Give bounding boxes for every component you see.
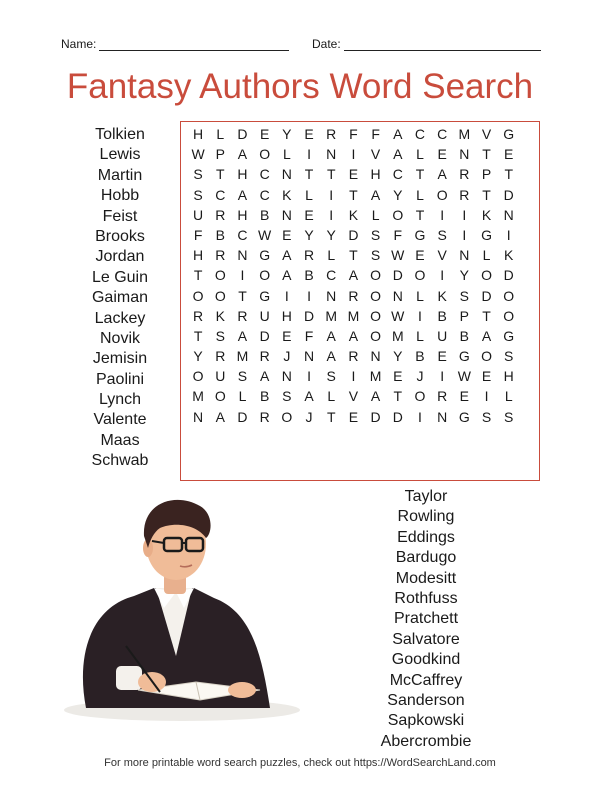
grid-letter[interactable]: S [504, 408, 514, 425]
grid-letter[interactable]: A [437, 166, 447, 183]
grid-letter[interactable]: U [193, 206, 204, 223]
grid-letter[interactable]: H [503, 368, 514, 385]
grid-letter[interactable]: O [414, 267, 426, 284]
date-line[interactable] [344, 38, 541, 51]
grid-letter[interactable]: E [504, 146, 514, 163]
grid-letter[interactable]: V [481, 126, 492, 142]
grid-letter[interactable]: M [347, 307, 360, 324]
left-list-word: Tolkien [95, 126, 145, 143]
grid-letter[interactable]: E [415, 247, 425, 264]
date-label: Date: [312, 37, 341, 51]
grid-letter[interactable]: D [259, 327, 270, 344]
grid-letter[interactable]: K [282, 186, 292, 203]
grid-letter[interactable]: R [215, 247, 226, 264]
grid-letter[interactable]: T [482, 146, 491, 163]
grid-letter[interactable]: N [459, 247, 470, 264]
grid-letter[interactable]: I [329, 206, 334, 223]
grid-letter[interactable]: L [282, 146, 291, 163]
man-writing-at-desk-icon [64, 496, 304, 726]
grid-letter[interactable]: R [326, 126, 337, 142]
name-field[interactable] [61, 37, 289, 51]
grid-letter[interactable]: A [326, 348, 336, 365]
grid-letter[interactable]: P [215, 146, 225, 163]
grid-letter[interactable]: D [503, 267, 514, 284]
grid-letter[interactable]: G [503, 327, 515, 344]
grid-letter[interactable]: F [349, 126, 358, 142]
grid-letter[interactable]: A [282, 247, 292, 264]
grid-letter[interactable]: A [326, 327, 336, 344]
grid-row [187, 205, 520, 225]
grid-letter[interactable]: O [214, 388, 226, 405]
grid-letter[interactable]: E [348, 408, 359, 425]
grid-letter[interactable]: A [393, 126, 403, 142]
grid-letter[interactable]: N [326, 146, 337, 163]
page-title: Fantasy Authors Word Search [66, 67, 534, 106]
right-list-word: Eddings [397, 528, 455, 546]
grid-letter[interactable]: E [282, 327, 292, 344]
grid-letter[interactable]: T [326, 408, 336, 425]
right-list-word: Sapkowski [387, 712, 465, 730]
grid-letter[interactable]: Y [393, 186, 403, 203]
grid-letter[interactable]: S [282, 388, 292, 405]
grid-letter[interactable]: T [482, 186, 491, 203]
grid-letter[interactable]: L [504, 388, 513, 405]
grid-letter[interactable]: R [303, 247, 315, 264]
grid-letter[interactable]: L [371, 206, 380, 223]
grid-letter[interactable]: T [415, 206, 425, 223]
grid-letter[interactable]: F [371, 126, 380, 142]
grid-letter[interactable]: N [459, 146, 470, 163]
left-list-word: Le Guin [91, 268, 149, 286]
grid-letter[interactable]: I [418, 408, 422, 425]
grid-letter[interactable]: W [391, 307, 405, 324]
grid-letter[interactable]: I [440, 206, 445, 223]
grid-letter[interactable]: N [437, 408, 448, 425]
grid-letter[interactable]: C [326, 267, 337, 284]
grid-letter[interactable]: T [193, 327, 203, 344]
grid-letter[interactable]: D [481, 287, 492, 304]
grid-letter[interactable]: I [440, 368, 445, 385]
grid-letter[interactable]: B [215, 226, 225, 243]
grid-letter[interactable]: N [303, 348, 315, 365]
grid-letter[interactable]: D [237, 126, 248, 142]
left-list-word: Martin [97, 166, 143, 184]
grid-letter[interactable]: O [370, 267, 382, 284]
grid-letter[interactable]: R [237, 307, 248, 324]
grid-letter[interactable]: W [191, 146, 205, 163]
grid-letter[interactable]: G [458, 348, 470, 365]
grid-letter[interactable]: M [236, 348, 249, 365]
grid-letter[interactable]: O [436, 186, 448, 203]
grid-letter[interactable]: L [327, 388, 336, 405]
grid-letter[interactable]: D [392, 408, 403, 425]
grid-row [187, 346, 520, 366]
date-field[interactable] [312, 37, 541, 51]
grid-letter[interactable]: I [418, 307, 422, 324]
grid-row [187, 245, 520, 265]
grid-letter[interactable]: H [237, 206, 248, 223]
grid-letter[interactable]: O [192, 287, 204, 304]
grid-letter[interactable]: S [437, 226, 447, 243]
grid-letter[interactable]: G [414, 226, 426, 243]
grid-letter[interactable]: K [437, 287, 447, 304]
grid-letter[interactable]: A [304, 388, 314, 405]
left-list-word: Schwab [91, 452, 149, 470]
grid-letter[interactable]: R [215, 206, 226, 223]
left-list-word: Jordan [95, 248, 145, 266]
grid-letter[interactable]: D [237, 408, 248, 425]
grid-letter[interactable]: D [503, 186, 514, 203]
grid-letter[interactable]: H [193, 247, 204, 264]
grid-letter[interactable]: A [370, 186, 381, 203]
grid-letter[interactable]: W [391, 247, 405, 264]
grid-letter[interactable]: E [437, 348, 447, 365]
grid-letter[interactable]: I [240, 267, 245, 284]
word-list-left [75, 125, 165, 472]
right-list-word: Bardugo [395, 549, 457, 567]
right-list-word: Goodkind [391, 651, 461, 669]
grid-letter[interactable]: S [237, 368, 248, 385]
grid-letter[interactable]: B [259, 206, 270, 223]
left-list-word: Novik [99, 329, 140, 347]
grid-row [187, 306, 520, 326]
grid-letter[interactable]: T [415, 166, 425, 183]
grid-letter[interactable]: Y [326, 226, 336, 243]
grid-letter[interactable]: F [304, 327, 314, 344]
grid-row [187, 144, 520, 164]
grid-letter[interactable]: L [238, 388, 247, 405]
grid-letter[interactable]: L [416, 327, 424, 344]
grid-letter[interactable]: B [459, 327, 470, 344]
grid-letter[interactable]: F [393, 226, 403, 243]
grid-letter[interactable]: O [370, 287, 382, 304]
grid-letter[interactable]: E [348, 166, 359, 183]
grid-letter[interactable]: S [215, 327, 225, 344]
left-list-word: Paolini [95, 370, 145, 388]
grid-letter[interactable]: G [458, 408, 470, 425]
grid-letter[interactable]: Y [304, 226, 314, 243]
grid-letter[interactable]: A [237, 186, 248, 203]
grid-letter[interactable]: T [216, 166, 225, 183]
left-list-word: Jemisin [92, 350, 148, 368]
grid-letter[interactable]: O [370, 307, 382, 324]
grid-letter[interactable]: A [282, 267, 292, 284]
grid-letter[interactable]: T [326, 166, 336, 183]
grid-letter[interactable]: Y [393, 348, 403, 365]
grid-letter[interactable]: A [237, 146, 248, 163]
grid-letter[interactable]: G [259, 287, 271, 304]
grid-letter[interactable]: E [437, 146, 447, 163]
grid-letter[interactable]: K [215, 307, 225, 324]
grid-letter[interactable]: M [369, 368, 382, 385]
grid-row [187, 407, 520, 427]
grid-letter[interactable]: O [214, 267, 226, 284]
grid-letter[interactable]: I [351, 368, 356, 385]
grid-letter[interactable]: N [503, 206, 514, 223]
right-list-word: McCaffrey [389, 671, 463, 689]
grid-letter[interactable]: R [259, 348, 270, 365]
grid-letter[interactable]: R [215, 348, 226, 365]
grid-letter[interactable]: J [416, 368, 424, 385]
word-list-right [368, 487, 484, 752]
grid-letter[interactable]: C [437, 126, 448, 142]
grid-letter[interactable]: R [437, 388, 448, 405]
left-list-word: Feist [102, 207, 138, 225]
grid-letter[interactable]: I [307, 146, 311, 163]
grid-letter[interactable]: I [307, 287, 311, 304]
grid-letter[interactable]: O [392, 206, 404, 223]
grid-letter[interactable]: I [307, 368, 311, 385]
grid-letter[interactable]: A [259, 368, 270, 385]
grid-letter[interactable]: T [482, 307, 491, 324]
grid-letter[interactable]: L [216, 126, 225, 142]
grid-letter[interactable]: O [259, 267, 271, 284]
grid-letter[interactable]: W [457, 368, 471, 385]
grid-letter[interactable]: E [304, 206, 314, 223]
grid-letter[interactable]: R [259, 408, 270, 425]
grid-letter[interactable]: S [193, 186, 203, 203]
grid-letter[interactable]: A [348, 327, 359, 344]
grid-letter[interactable]: I [484, 388, 489, 405]
grid-letter[interactable]: L [416, 186, 424, 203]
grid-letter[interactable]: T [304, 166, 314, 183]
right-list-word: Abercrombie [380, 732, 472, 750]
grid-letter[interactable]: L [482, 247, 491, 264]
footer-text: For more printable word search puzzles, check out https://WordSearchLand.com [104, 757, 496, 769]
grid-letter[interactable]: S [459, 287, 470, 304]
grid-letter[interactable]: N [281, 166, 292, 183]
grid-letter[interactable]: E [282, 226, 292, 243]
right-list-word: Sanderson [387, 691, 465, 709]
grid-letter[interactable]: A [348, 267, 359, 284]
right-list-word: Rothfuss [394, 589, 458, 607]
grid-letter[interactable]: M [325, 307, 338, 324]
grid-letter[interactable]: I [506, 226, 511, 243]
grid-letter[interactable]: O [370, 327, 382, 344]
grid-letter[interactable]: T [504, 166, 513, 183]
grid-row [187, 124, 520, 144]
left-list-word: Lackey [94, 309, 146, 327]
grid-letter[interactable]: U [259, 307, 270, 324]
grid-letter[interactable]: N [237, 247, 248, 264]
grid-letter[interactable]: H [370, 166, 381, 183]
grid-letter[interactable]: C [237, 226, 248, 243]
right-list-word: Salvatore [392, 630, 460, 648]
grid-letter[interactable]: N [392, 287, 403, 304]
grid-letter[interactable]: O [281, 408, 293, 425]
grid-letter[interactable]: B [437, 307, 447, 324]
grid-letter[interactable]: D [348, 226, 359, 243]
grid-letter[interactable]: K [348, 206, 359, 223]
grid-letter[interactable]: Y [193, 348, 203, 365]
grid-row [187, 265, 520, 285]
grid-letter[interactable]: L [327, 247, 336, 264]
grid-letter[interactable]: U [215, 368, 226, 385]
grid-letter[interactable]: R [459, 186, 470, 203]
name-label: Name: [61, 37, 97, 51]
grid-letter[interactable]: N [193, 408, 204, 425]
grid-letter[interactable]: H [193, 126, 204, 142]
grid-letter[interactable]: V [437, 247, 447, 264]
grid-letter[interactable]: W [258, 226, 272, 243]
grid-letter[interactable]: H [281, 307, 292, 324]
grid-row [187, 225, 520, 245]
grid-letter[interactable]: I [462, 226, 467, 243]
grid-letter[interactable]: N [281, 368, 292, 385]
grid-letter[interactable]: K [504, 247, 514, 264]
grid-letter[interactable]: S [326, 368, 336, 385]
grid-row [187, 366, 520, 386]
grid-letter[interactable]: A [215, 408, 225, 425]
grid-letter[interactable]: Y [459, 267, 470, 284]
grid-letter[interactable]: O [503, 307, 515, 324]
grid-letter[interactable]: L [416, 287, 424, 304]
grid-letter[interactable]: G [259, 247, 271, 264]
grid-letter[interactable]: P [459, 307, 470, 324]
grid-letter[interactable]: I [329, 186, 334, 203]
grid-letter[interactable]: G [481, 226, 492, 243]
grid-letter[interactable]: A [393, 146, 403, 163]
grid-row [187, 185, 520, 205]
grid-letter[interactable]: T [238, 287, 247, 304]
grid-letter[interactable]: E [259, 126, 270, 142]
grid-letter[interactable]: F [193, 226, 203, 243]
grid-letter[interactable]: M [192, 388, 204, 405]
right-list-word: Rowling [397, 508, 455, 526]
grid-row [187, 326, 520, 346]
grid-letter[interactable]: E [481, 368, 492, 385]
grid-letter[interactable]: M [391, 327, 404, 344]
grid-letter[interactable]: C [414, 126, 426, 142]
grid-letter[interactable]: O [214, 287, 226, 304]
letter-grid-inner [187, 124, 520, 427]
right-list-word: Pratchett [393, 610, 459, 628]
grid-letter[interactable]: E [459, 388, 470, 405]
grid-letter[interactable]: I [284, 287, 289, 304]
grid-letter[interactable]: B [304, 267, 314, 284]
grid-letter[interactable]: C [215, 186, 226, 203]
grid-letter[interactable]: O [414, 388, 426, 405]
right-list-word: Taylor [404, 488, 448, 505]
grid-letter[interactable]: I [462, 206, 467, 223]
grid-letter[interactable]: D [370, 408, 381, 425]
grid-letter[interactable]: R [459, 166, 470, 183]
grid-letter[interactable]: O [259, 146, 271, 163]
grid-letter[interactable]: E [393, 368, 403, 385]
grid-letter[interactable]: U [437, 327, 448, 344]
grid-letter[interactable]: P [481, 166, 492, 183]
left-list-word: Lewis [99, 146, 141, 164]
grid-letter[interactable]: N [281, 206, 292, 223]
grid-letter[interactable]: A [237, 327, 248, 344]
grid-letter[interactable]: R [193, 307, 204, 324]
grid-letter[interactable]: S [481, 408, 492, 425]
left-list-word: Valente [93, 411, 147, 429]
grid-letter[interactable]: L [416, 146, 424, 163]
grid-letter[interactable]: B [415, 348, 425, 365]
grid-letter[interactable]: S [504, 348, 514, 365]
grid-letter[interactable]: T [393, 388, 403, 405]
grid-letter[interactable]: S [193, 166, 203, 183]
grid-letter[interactable]: G [503, 126, 515, 142]
grid-letter[interactable]: O [192, 368, 204, 385]
grid-letter[interactable]: I [440, 267, 445, 284]
grid-row [187, 286, 520, 306]
grid-letter[interactable]: C [259, 186, 270, 203]
grid-letter[interactable]: N [370, 348, 381, 365]
grid-letter[interactable]: Y [282, 126, 292, 142]
grid-letter[interactable]: T [349, 247, 358, 264]
grid-letter[interactable]: E [304, 126, 314, 142]
grid-letter[interactable]: O [503, 287, 515, 304]
grid-letter[interactable]: T [349, 186, 358, 203]
grid-letter[interactable]: J [283, 348, 291, 365]
left-list-word: Lynch [98, 391, 142, 409]
letter-grid[interactable] [180, 121, 540, 481]
grid-row [187, 164, 520, 184]
grid-letter[interactable]: A [481, 327, 492, 344]
left-list-word: Maas [100, 431, 140, 449]
left-list-word: Gaiman [91, 289, 149, 307]
grid-letter[interactable]: O [481, 348, 492, 365]
grid-letter[interactable]: S [370, 226, 381, 243]
grid-letter[interactable]: N [326, 287, 337, 304]
grid-row [187, 386, 520, 406]
grid-letter[interactable]: D [392, 267, 403, 284]
left-list-word: Hobb [100, 187, 140, 205]
grid-letter[interactable]: H [237, 166, 248, 183]
grid-letter[interactable]: C [259, 166, 270, 183]
grid-letter[interactable]: A [370, 388, 381, 405]
left-list-word: Brooks [95, 227, 145, 245]
grid-letter[interactable]: R [348, 287, 359, 304]
grid-letter[interactable]: L [305, 186, 313, 203]
grid-letter[interactable]: O [481, 267, 492, 284]
grid-letter[interactable]: K [481, 206, 492, 223]
grid-letter[interactable]: S [370, 247, 381, 264]
grid-letter[interactable]: D [303, 307, 315, 324]
grid-letter[interactable]: R [348, 348, 359, 365]
grid-letter[interactable]: M [458, 126, 471, 142]
grid-letter[interactable]: C [392, 166, 403, 183]
grid-letter[interactable]: V [348, 388, 359, 405]
grid-letter[interactable]: J [305, 408, 313, 425]
grid-letter[interactable]: T [193, 267, 203, 284]
grid-letter[interactable]: B [259, 388, 270, 405]
grid-letter[interactable]: V [370, 146, 381, 163]
name-line[interactable] [99, 38, 289, 51]
grid-letter[interactable]: I [351, 146, 356, 163]
right-list-word: Modesitt [395, 569, 457, 587]
